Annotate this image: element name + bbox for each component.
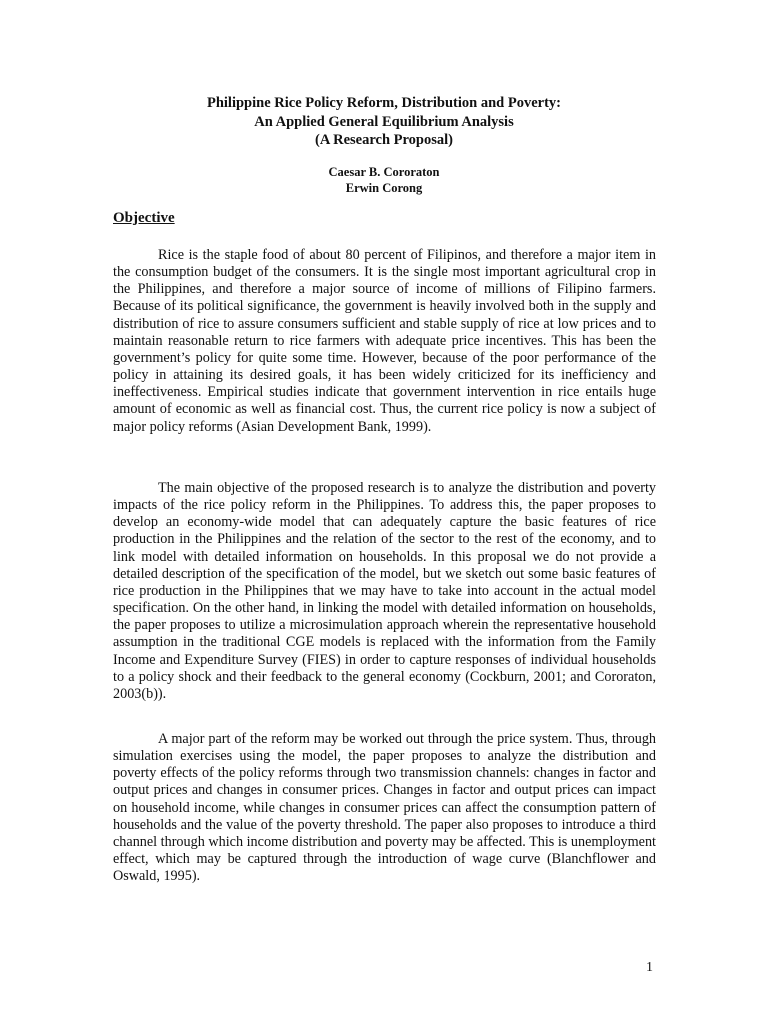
title-line: (A Research Proposal) — [314, 132, 453, 148]
author-name: Erwin Corong — [345, 181, 423, 195]
title-line: Philippine Rice Policy Reform, Distribution and Poverty: — [206, 95, 561, 111]
body-paragraph: Rice is the staple food of about 80 percent of Filipinos, and therefore a major item in the consumption budget of the consumers. It is the single most important agricultural crop in the Philippines, and therefore a major source of income of millions of Filipino farmers. Because of its political significance, the government is heavily involved both in the supply and distribution of rice to assure consumers sufficient and stable supply of rice at low prices and to maintain reasonable return to rice farmers with adequate price incentives. This has been the government’s policy for quite some time. However, because of the poor performance of the policy in attaining its desired goals, it has been widely criticized for its inefficiency and ineffectiveness. Empirical studies indicate that government intervention in rice entails huge amount of economic as well as financial cost. Thus, the current rice policy is now a subject of major policy reforms (Asian Development Bank, 1999). — [113, 247, 656, 435]
author-name: Caesar B. Cororaton — [328, 165, 440, 179]
section-heading-objective: Objective — [113, 210, 175, 226]
author-list — [0, 164, 768, 196]
document-title — [0, 94, 768, 150]
page-number: 1 — [646, 960, 653, 975]
title-line: An Applied General Equilibrium Analysis — [254, 113, 514, 130]
body-paragraph: The main objective of the proposed research is to analyze the distribution and poverty impacts of the rice policy reform in the Philippines. To address this, the paper proposes to develop an economy-wide model that can adequately capture the basic features of rice production in the Philippines and the relation of the sector to the rest of the economy, and to link model with detailed information on households. In this proposal we do not provide a detailed description of the specification of the model, but we sketch out some basic features of rice production in the Philippines that we may have to take into account in the actual model specification. On the other hand, in linking the model with detailed information on households, the paper proposes to utilize a microsimulation approach wherein the representative household assumption in the traditional CGE models is replaced with the information from the Family Income and Expenditure Survey (FIES) in order to capture responses of individual households to a policy shock and their feedback to the general economy (Cockburn, 2001; and Cororaton, 2003(b)). — [113, 480, 656, 702]
body-paragraph: A major part of the reform may be worked out through the price system. Thus, through simulation exercises using the model, the paper proposes to analyze the distribution and poverty effects of the policy reforms through two transmission channels: changes in factor and output prices and changes in consumer prices. Changes in factor and output prices can impact on household income, while changes in consumer prices can affect the consumption pattern of households and the value of the poverty threshold. The paper also proposes to introduce a third channel through which income distribution and poverty may be affected. This is unemployment effect, which may be captured through the introduction of wage curve (Blanchflower and Oswald, 1995). — [113, 731, 656, 885]
